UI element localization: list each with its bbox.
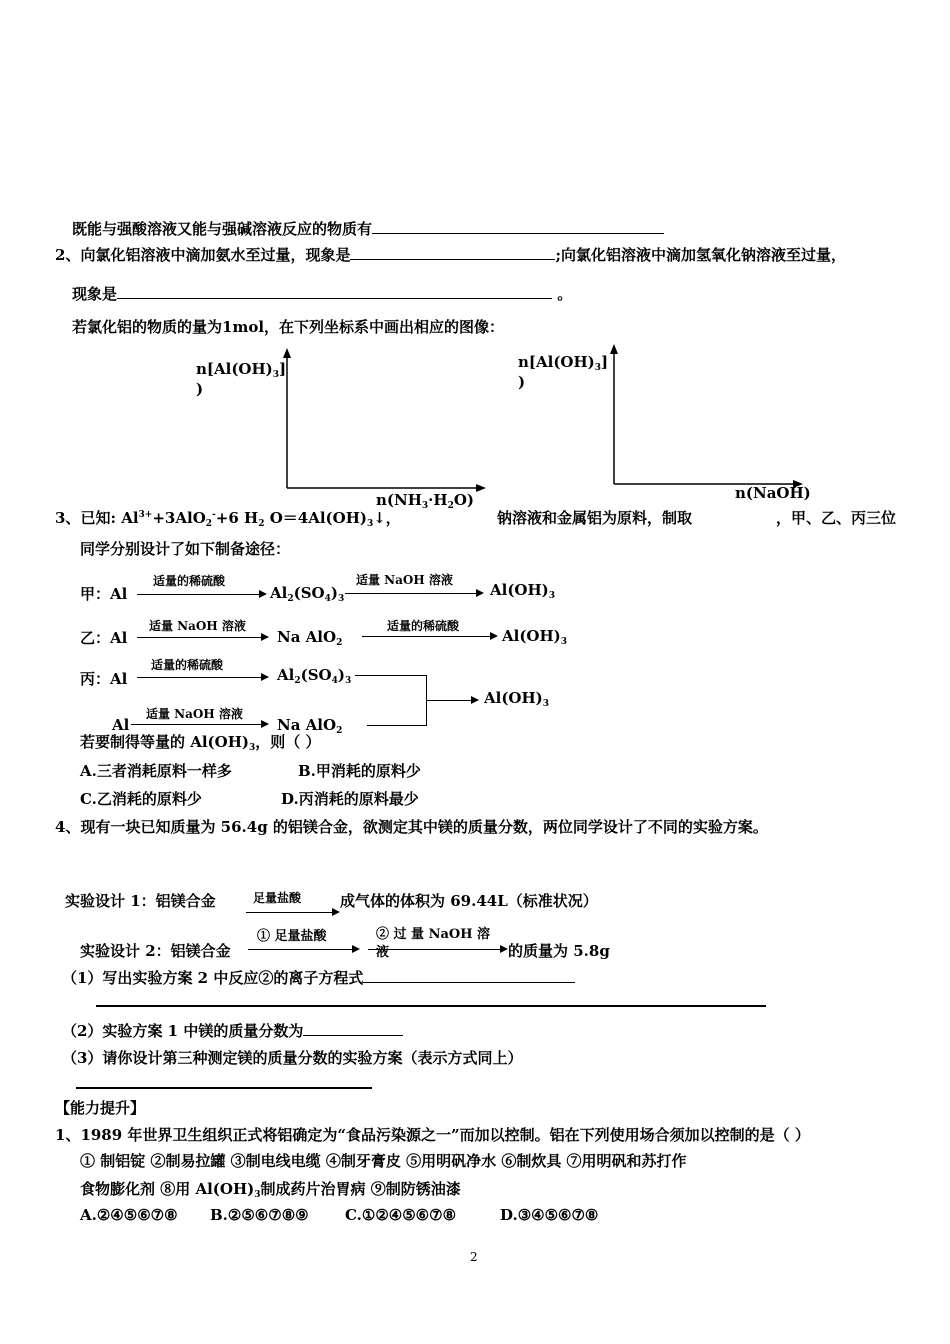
route-bing-reagent1: 适量的稀硫酸 [151,658,224,672]
q4-design2-reagent2-cont: 液 [376,945,390,960]
route-jia-arrow2 [345,593,482,594]
route-bing-connector-top [355,675,427,676]
graph2-x-label: n(NaOH) [735,484,811,502]
route-yi-arrow1 [137,637,267,638]
graph1-x-label: $n(NH_3\cdot H_2O)$ [376,491,474,511]
answer-blank[interactable] [303,1021,403,1036]
route-yi-reagent1: 适量 NaOH 溶液 [149,619,246,633]
q5-items-line1: ① 制铝锭 ②制易拉罐 ③制电线电缆 ④制牙膏皮 ⑤用明矾净水 ⑥制炊具 ⑦用明矾和苏打作 [80,1152,687,1170]
graph2-axes[interactable] [607,344,807,494]
route-jia-reagent2: 适量 NaOH 溶液 [356,573,453,587]
q4-design1-arrow [246,912,338,913]
route-jia-arrow1 [137,594,265,595]
q4-design2-result: 的质量为 5.8g [508,942,610,960]
q5-option-b[interactable]: B.②⑤⑥⑦⑧⑨ [210,1206,309,1224]
route-yi-product1: Na AlO$_2$ [277,628,343,648]
route-bing-connector-bottom [367,725,427,726]
q3-line1-left: 3、已知: $Al^{3+}+3AlO_2^-+6$ $H_2$ $O=4Al(OH)_3↓$， [55,509,401,529]
q4-design1-label: 实验设计 1：铝镁合金 [65,892,216,910]
route-jia-product1: $Al_2(SO_4)_3$ [270,584,345,604]
route-bing-label2: Al [112,716,130,734]
graph2-y-label: $n[Al(OH)_3]$ [518,353,609,373]
q4-design2-arrow1 [248,949,358,950]
route-bing-product2: Na AlO$_2$ [277,716,343,736]
route-yi-product2: $Al(OH)_3$ [502,627,568,647]
q4-design2-reagent2: ② 过 量 NaOH 溶 [376,927,491,942]
answer-blank[interactable] [363,968,575,983]
q4-text: 4、现有一块已知质量为 56.4g 的铝镁合金，欲测定其中镁的质量分数，两位同学设计了不同的实验方案。 [55,818,768,836]
q3-option-b[interactable]: B.甲消耗的原料少 [298,762,421,780]
route-bing-reagent2: 适量 NaOH 溶液 [146,707,243,721]
answer-line[interactable] [76,1087,372,1089]
route-bing-product1: $Al_2(SO_4)_3$ [277,666,352,686]
route-bing-arrow2 [131,724,267,725]
section-title: 【能力提升】 [55,1099,146,1117]
route-bing-arrow1 [137,677,267,678]
route-bing-arrow-final [427,700,477,701]
answer-blank[interactable] [372,219,664,234]
q5-items-line2: 食物膨化剂 ⑧用 $Al(OH)_3$制成药片治胃病 ⑨制防锈油漆 [80,1180,461,1200]
q2-line3: 若氯化铝的物质的量为1mol，在下列坐标系中画出相应的图像： [72,318,505,336]
route-yi-arrow2 [362,636,496,637]
q5-option-d[interactable]: D.③④⑤⑥⑦⑧ [500,1206,599,1224]
q4-design1-reagent: 足量盐酸 [253,891,302,905]
q2-line2: 现象是 。 [72,285,573,303]
q1-tail: 既能与强酸溶液又能与强碱溶液反应的物质有 [72,219,664,238]
route-yi-reagent2: 适量的稀硫酸 [387,619,460,633]
graph2-y-label-paren: ) [518,373,526,391]
q2-line1: 2、向氯化铝溶液中滴加氨水至过量，现象是 ;向氯化铝溶液中滴加氢氧化钠溶液至过量， [55,246,846,264]
route-jia-product2: $Al(OH)_3$ [490,581,556,601]
q4-design1-result: 成气体的体积为 69.44L（标准状况） [340,892,598,910]
route-jia-label: 甲：Al [80,585,128,603]
graph1-y-label-paren: ) [196,380,204,398]
q4-design2-arrow2 [368,949,506,950]
q4-design2-label: 实验设计 2：铝镁合金 [80,942,231,960]
page-number: 2 [470,1250,478,1264]
q5-option-c[interactable]: C.①②④⑤⑥⑦⑧ [345,1206,457,1224]
q3-line2: 同学分别设计了如下制备途径： [80,540,291,558]
route-jia-reagent1: 适量的稀硫酸 [153,574,226,588]
q5-option-a[interactable]: A.②④⑤⑥⑦⑧ [80,1206,178,1224]
q4-sub3: （3）请你设计第三种测定镁的质量分数的实验方案（表示方式同上） [62,1049,523,1067]
q4-design2-reagent1: ① 足量盐酸 [257,929,327,944]
answer-blank[interactable] [350,245,555,260]
q3-option-d[interactable]: D.丙消耗的原料最少 [281,790,419,808]
graph1-y-label: $n[Al(OH)_3]$ [196,360,287,380]
q3-question: 若要制得等量的 $Al(OH)_3$，则（ ） [80,733,321,753]
q3-option-a[interactable]: A.三者消耗原料一样多 [80,762,232,780]
q4-sub2: （2）实验方案 1 中镁的质量分数为 [62,1021,403,1040]
route-bing-label: 丙：Al [80,670,128,688]
q5-text: 1、1989 年世界卫生组织正式将铝确定为“食品污染源之一”而加以控制。铝在下列使用场合须加以控制的是（ ） [55,1126,810,1144]
graph1-axes[interactable] [280,348,480,498]
route-bing-final-product: $Al(OH)_3$ [484,689,550,709]
q3-option-c[interactable]: C.乙消耗的原料少 [80,790,202,808]
answer-blank[interactable] [117,284,552,299]
answer-line[interactable] [96,1005,766,1007]
route-yi-label: 乙：Al [80,629,128,647]
q4-sub1: （1）写出实验方案 2 中反应②的离子方程式 [62,968,575,987]
q3-line1-right: 钠溶液和金属铝为原料，制取 ，甲、乙、丙三位 [497,509,897,527]
